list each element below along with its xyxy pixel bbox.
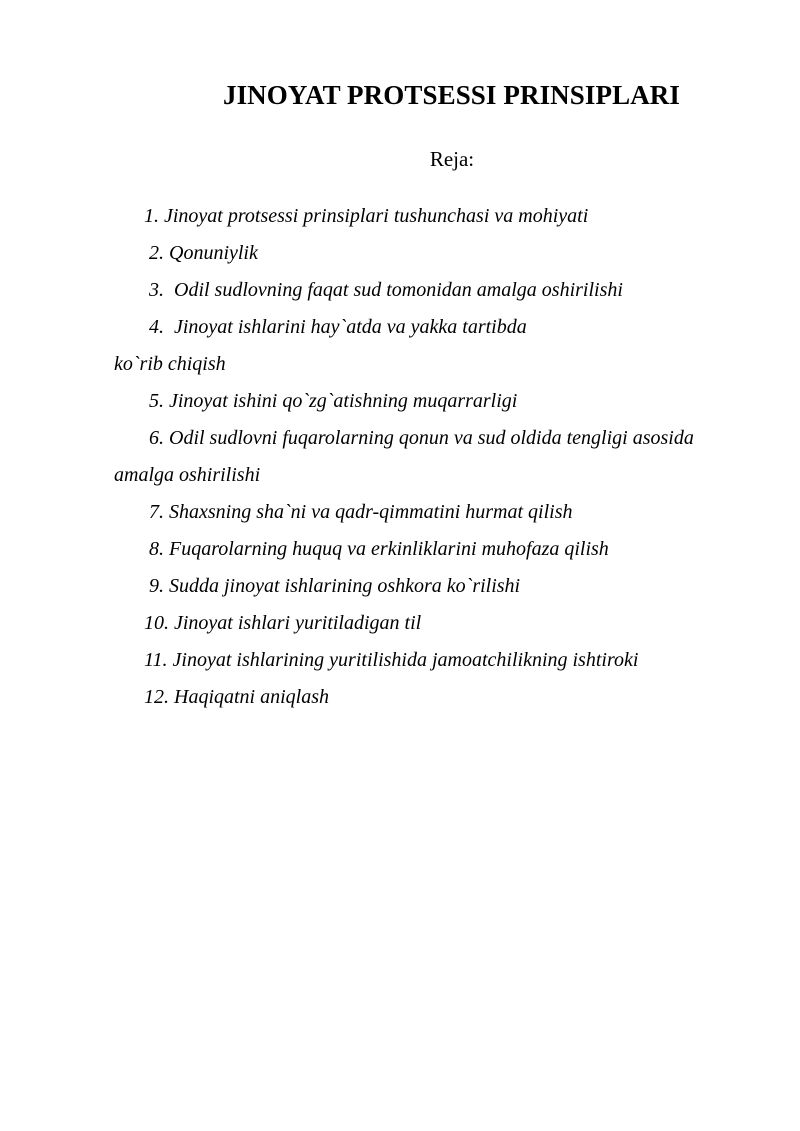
plan-item-continuation: ko`rib chiqish bbox=[114, 353, 226, 375]
plan-item: 5. Jinoyat ishini qo`zg`atishning muqarrarligi bbox=[114, 390, 518, 412]
plan-item-continuation: amalga oshirilishi bbox=[114, 464, 261, 486]
plan-item: 1. Jinoyat protsessi prinsiplari tushunchasi va mohiyati bbox=[114, 205, 589, 227]
plan-heading: Reja: bbox=[429, 147, 475, 171]
plan-item: 10. Jinoyat ishlari yuritiladigan til bbox=[114, 612, 422, 634]
plan-item: 4. Jinoyat ishlarini hay`atda va yakka tartibda bbox=[114, 316, 527, 338]
plan-item: 7. Shaxsning sha`ni va qadr-qimmatini hurmat qilish bbox=[114, 501, 573, 523]
plan-item: 9. Sudda jinoyat ishlarining oshkora ko`rilishi bbox=[114, 575, 521, 597]
plan-item: 2. Qonuniylik bbox=[114, 242, 258, 264]
plan-item: 8. Fuqarolarning huquq va erkinliklarini muhofaza qilish bbox=[114, 538, 609, 560]
plan-list bbox=[114, 198, 754, 716]
plan-item: 11. Jinoyat ishlarining yuritilishida jamoatchilikning ishtiroki bbox=[114, 649, 639, 671]
plan-item: 6. Odil sudlovni fuqarolarning qonun va sud oldida tengligi asosida bbox=[114, 427, 694, 449]
plan-item: 3. Odil sudlovning faqat sud tomonidan amalga oshirilishi bbox=[114, 279, 623, 301]
page-title: JINOYAT PROTSESSI PRINSIPLARI bbox=[222, 80, 681, 110]
plan-item: 12. Haqiqatni aniqlash bbox=[114, 686, 330, 708]
